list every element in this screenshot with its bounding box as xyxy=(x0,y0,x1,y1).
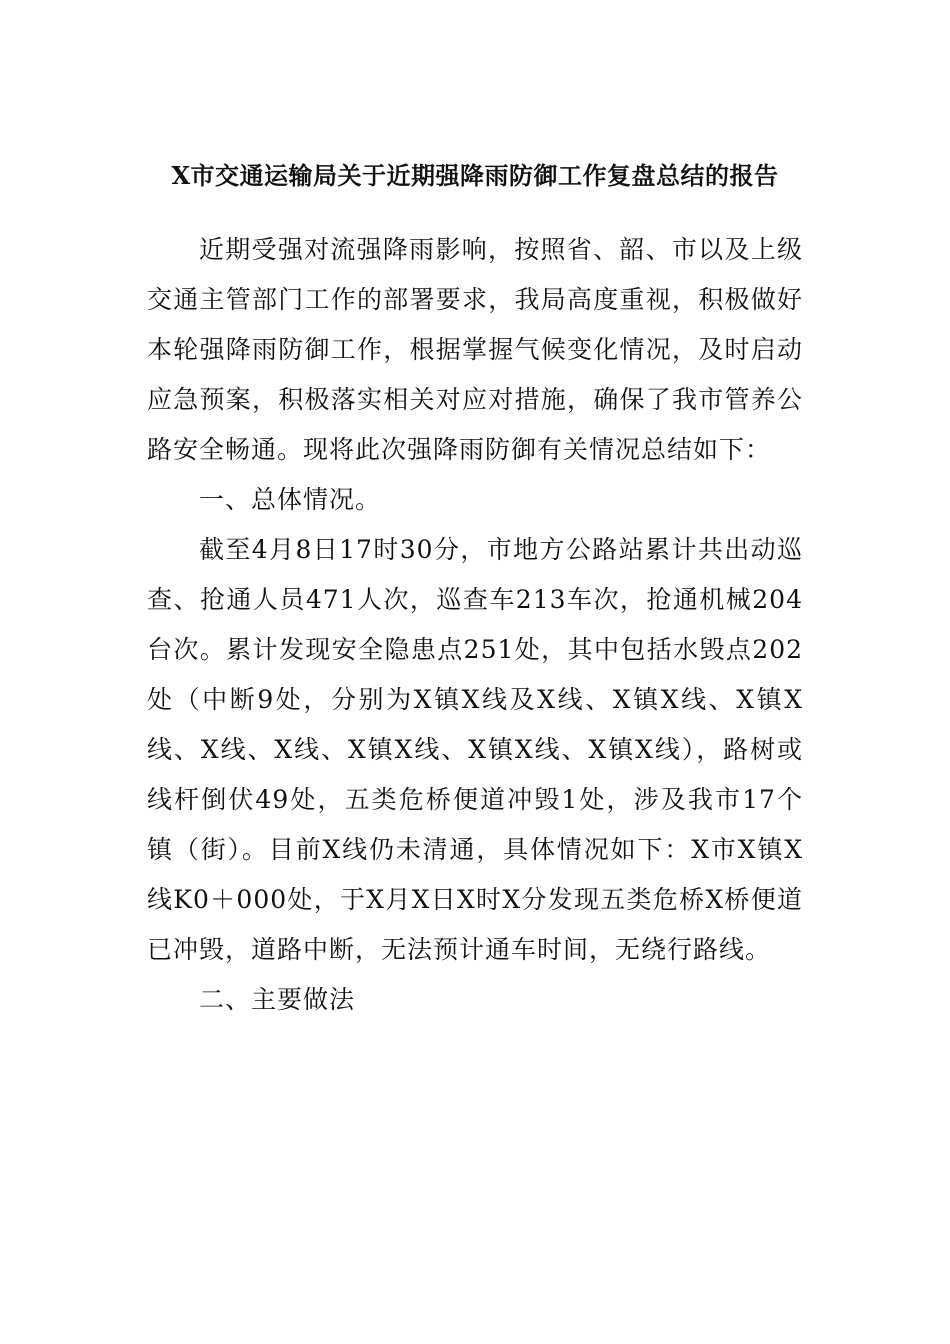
document-title: X市交通运输局关于近期强降雨防御工作复盘总结的报告 xyxy=(171,161,779,190)
overall-situation-paragraph: 截至4月8日17时30分，市地方公路站累计共出动巡查、抢通人员471人次，巡查车213车次，抢通机械204台次。累计发现安全隐患点251处，其中包括水毁点202处（中断9处，分别为X镇X线及X线、X镇X线、X镇X线、X线、X线、X镇X线、X镇X线、X镇X线），路树或线杆倒伏49处，五类危桥便道冲毁1处，涉及我市17个镇（街）。目前X线仍未清通，具体情况如下：X市X镇X线K0＋000处，于X月X日X时X分发现五类危桥X桥便道已冲毁，道路中断，无法预计通车时间，无绕行路线。 xyxy=(147,535,803,964)
document-body xyxy=(147,225,803,1025)
section-heading-main-practices: 二、主要做法 xyxy=(199,985,356,1014)
intro-paragraph: 近期受强对流强降雨影响，按照省、韶、市以及上级交通主管部门工作的部署要求，我局高度重视，积极做好本轮强降雨防御工作，根据掌握气候变化情况，及时启动应急预案，积极落实相关对应对措施，确保了我市管养公路安全畅通。现将此次强降雨防御有关情况总结如下： xyxy=(147,235,803,464)
section-heading-overall: 一、总体情况。 xyxy=(199,485,382,514)
